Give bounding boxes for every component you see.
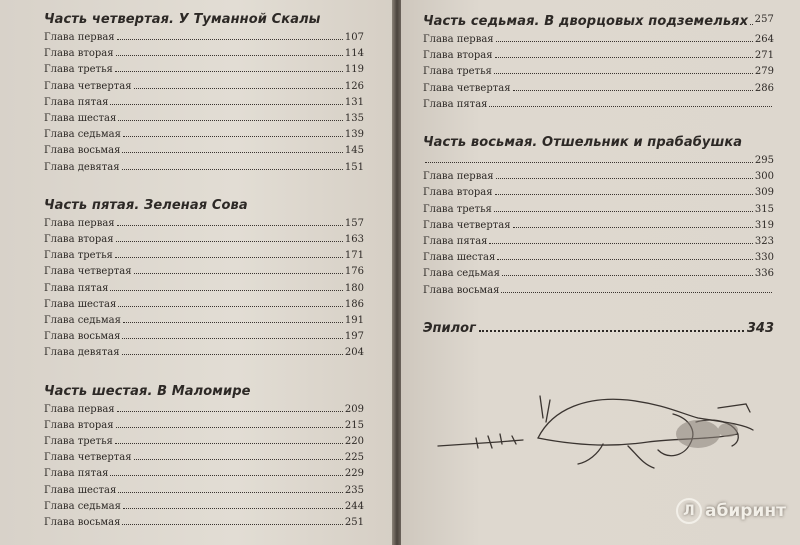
chapter-row: [44, 515, 364, 531]
leader-dots: [496, 40, 753, 42]
chapter-label: Глава шестая: [44, 298, 117, 310]
chapter-label: Глава четвертая: [423, 219, 511, 231]
leader-dots: [122, 168, 343, 170]
chapter-row: [423, 169, 774, 185]
chapter-page-number: 286: [754, 82, 774, 94]
chapter-label: Глава восьмая: [44, 331, 121, 343]
leader-dots: [123, 321, 343, 323]
chapter-page-number: 119: [344, 64, 364, 76]
epilog-label: Эпилог: [423, 320, 476, 336]
right-toc: [423, 14, 774, 299]
chapter-page-number: 176: [344, 266, 364, 278]
watermark-text: абиринт: [705, 501, 786, 521]
chapter-page-number: 186: [344, 298, 364, 310]
chapter-label: Глава девятая: [44, 347, 120, 359]
chapter-label: Глава четвертая: [44, 266, 132, 278]
chapter-label: Глава седьмая: [44, 129, 121, 141]
chapter-page-number: 315: [754, 203, 774, 215]
toc-part: [44, 198, 364, 362]
labirint-watermark: [676, 498, 786, 524]
leader-dots: [117, 38, 343, 40]
chapter-page-number: 279: [754, 66, 774, 78]
chapter-row: [44, 79, 364, 95]
chapter-row: [423, 48, 774, 64]
leader-dots: [425, 161, 753, 163]
chapter-row: [423, 64, 774, 80]
part-title: Часть четвертая. У Туманной Скалы: [44, 12, 321, 27]
leader-dots: [489, 105, 772, 107]
chapter-label: Глава третья: [423, 66, 492, 78]
chapter-page-number: 131: [344, 96, 364, 108]
chapter-label: Глава пятая: [423, 236, 488, 248]
leader-dots: [116, 54, 343, 56]
chapter-page-number: 264: [754, 34, 774, 45]
part-title-row: [44, 12, 364, 27]
chapter-row: [44, 264, 364, 280]
chapter-row: [44, 127, 364, 143]
chapter-label: Глава вторая: [423, 187, 493, 199]
chapter-row: [44, 297, 364, 313]
chapter-label: Глава третья: [44, 436, 113, 448]
chapter-page-number: 157: [344, 217, 364, 229]
chapter-row: [44, 450, 364, 466]
part-title-row: [44, 384, 364, 399]
chapter-row: [44, 402, 364, 418]
leader-dots: [513, 89, 753, 91]
chapter-row: [423, 153, 774, 169]
chapter-page-number: 139: [344, 129, 364, 141]
chapter-row: [423, 234, 774, 250]
labirint-logo-icon: Л: [676, 498, 702, 524]
chapter-page-number: 225: [344, 452, 364, 464]
epilog-leader-dots: [479, 330, 744, 332]
leader-dots: [122, 151, 342, 153]
chapter-row: [44, 160, 364, 176]
leader-dots: [134, 272, 343, 274]
left-toc: [44, 12, 364, 531]
chapter-page-number: 197: [344, 331, 364, 343]
chapter-page-number: 191: [344, 315, 364, 327]
chapter-row: [44, 499, 364, 515]
leader-dots: [115, 70, 343, 72]
chapter-row: [44, 216, 364, 232]
chapter-label: Глава первая: [44, 403, 115, 415]
chapter-label: Глава четвертая: [44, 452, 132, 464]
leader-dots: [118, 491, 343, 493]
chapter-page-number: 251: [344, 517, 364, 529]
chapter-row: [44, 248, 364, 264]
chapter-page-number: 220: [344, 436, 364, 448]
chapter-row: [44, 466, 364, 482]
leader-dots: [501, 291, 772, 293]
leader-dots: [489, 242, 752, 244]
part-title: Часть шестая. В Маломире: [44, 383, 251, 399]
chapter-label: Глава вторая: [44, 419, 114, 431]
part-title-row: [44, 198, 364, 213]
epilog-page: 343: [746, 320, 774, 336]
leader-dots: [118, 119, 343, 121]
leader-dots: [123, 507, 343, 509]
chapter-label: Глава первая: [44, 32, 115, 43]
chapter-label: Глава восьмая: [44, 517, 121, 529]
chapter-page-number: 209: [344, 403, 364, 415]
chapter-page-number: 163: [344, 234, 364, 246]
chapter-row: [44, 232, 364, 248]
chapter-page-number: 336: [754, 268, 774, 280]
leader-dots: [122, 523, 342, 525]
chapter-label: Глава третья: [44, 250, 113, 262]
chapter-label: Глава третья: [423, 203, 492, 215]
chapter-label: Глава третья: [44, 64, 113, 76]
toc-part: [423, 135, 774, 299]
part-title-row: [423, 135, 774, 150]
part-title: Часть седьмая. В дворцовых подземельях: [423, 14, 749, 29]
chapter-page-number: 244: [344, 500, 364, 512]
leader-dots: [123, 135, 343, 137]
chapter-label: Глава седьмая: [44, 500, 121, 512]
epilog-entry: [423, 321, 774, 336]
chapter-label: Глава пятая: [44, 96, 109, 108]
leader-dots: [496, 177, 753, 179]
leader-dots: [495, 56, 753, 58]
chapter-row: [423, 185, 774, 201]
chapter-row: [44, 46, 364, 62]
leader-dots: [117, 224, 343, 226]
chapter-label: Глава девятая: [44, 161, 120, 173]
chapter-page-number: 323: [754, 236, 774, 248]
chapter-page-number: 171: [344, 250, 364, 262]
chapter-row: [423, 32, 774, 48]
sleeping-creature-illustration: [428, 378, 768, 478]
chapter-row: [44, 111, 364, 127]
chapter-row: [44, 313, 364, 329]
chapter-page-number: 215: [344, 419, 364, 431]
chapter-label: Глава седьмая: [44, 315, 121, 327]
chapter-row: [44, 483, 364, 499]
chapter-page-number: 319: [754, 219, 774, 231]
chapter-page-number: 145: [344, 145, 364, 157]
part-title: Часть восьмая. Отшельник и прабабушка: [423, 135, 743, 151]
chapter-row: [423, 250, 774, 266]
chapter-row: [44, 143, 364, 159]
chapter-page-number: 151: [344, 161, 364, 173]
chapter-page-number: 309: [754, 187, 774, 199]
chapter-row: [423, 283, 774, 299]
chapter-page-number: 271: [754, 50, 774, 62]
leader-dots: [494, 72, 753, 74]
part-title-row: [423, 14, 774, 29]
leader-dots: [122, 337, 342, 339]
chapter-label: Глава седьмая: [423, 268, 500, 280]
chapter-row: [44, 329, 364, 345]
leader-dots: [117, 410, 343, 412]
chapter-label: Глава первая: [44, 217, 115, 229]
chapter-row: [423, 218, 774, 234]
part-leader-dots: [750, 14, 753, 25]
chapter-label: Глава восьмая: [423, 284, 500, 296]
chapter-label: Глава вторая: [44, 48, 114, 60]
leader-dots: [495, 193, 753, 195]
leader-dots: [494, 210, 753, 212]
leader-dots: [116, 240, 343, 242]
chapter-row: [44, 62, 364, 78]
chapter-row: [44, 418, 364, 434]
leader-dots: [513, 226, 753, 228]
chapter-row: [423, 97, 774, 113]
chapter-page-number: 300: [754, 171, 774, 183]
chapter-row: [44, 281, 364, 297]
chapter-label: Глава шестая: [44, 484, 117, 496]
chapter-label: Глава четвертая: [44, 80, 132, 92]
chapter-page-number: 295: [754, 155, 774, 167]
chapter-label: Глава пятая: [44, 282, 109, 294]
chapter-page-number: 135: [344, 113, 364, 125]
chapter-row: [44, 345, 364, 361]
chapter-row: [423, 81, 774, 97]
leader-dots: [116, 426, 343, 428]
chapter-label: Глава вторая: [44, 234, 114, 246]
chapter-page-number: 107: [344, 32, 364, 43]
chapter-label: Глава шестая: [44, 113, 117, 125]
toc-part: [44, 12, 364, 176]
chapter-row: [423, 202, 774, 218]
leader-dots: [115, 442, 343, 444]
leader-dots: [110, 474, 342, 476]
chapter-page-number: 180: [344, 282, 364, 294]
chapter-label: Глава первая: [423, 171, 494, 183]
leader-dots: [134, 458, 343, 460]
leader-dots: [118, 305, 343, 307]
part-page-number: 257: [754, 14, 774, 25]
chapter-page-number: 235: [344, 484, 364, 496]
toc-part: [44, 384, 364, 532]
leader-dots: [502, 274, 753, 276]
chapter-page-number: 204: [344, 347, 364, 359]
chapter-page-number: 114: [344, 48, 364, 60]
left-page: [0, 0, 394, 545]
chapter-label: Глава четвертая: [423, 82, 511, 94]
chapter-row: [423, 266, 774, 282]
leader-dots: [134, 87, 343, 89]
chapter-label: Глава первая: [423, 34, 494, 45]
leader-dots: [497, 258, 753, 260]
leader-dots: [110, 103, 342, 105]
chapter-label: Глава вторая: [423, 50, 493, 62]
chapter-page-number: 330: [754, 252, 774, 264]
chapter-row: [44, 95, 364, 111]
part-title: Часть пятая. Зеленая Сова: [44, 197, 248, 213]
chapter-label: Глава пятая: [44, 468, 109, 480]
chapter-label: Глава восьмая: [44, 145, 121, 157]
chapter-label: Глава пятая: [423, 98, 488, 110]
chapter-page-number: 126: [344, 80, 364, 92]
chapter-row: [44, 434, 364, 450]
chapter-row: [44, 30, 364, 46]
chapter-page-number: 229: [344, 468, 364, 480]
leader-dots: [122, 353, 343, 355]
chapter-label: Глава шестая: [423, 252, 496, 264]
leader-dots: [110, 289, 342, 291]
toc-part: [423, 14, 774, 113]
leader-dots: [115, 256, 343, 258]
